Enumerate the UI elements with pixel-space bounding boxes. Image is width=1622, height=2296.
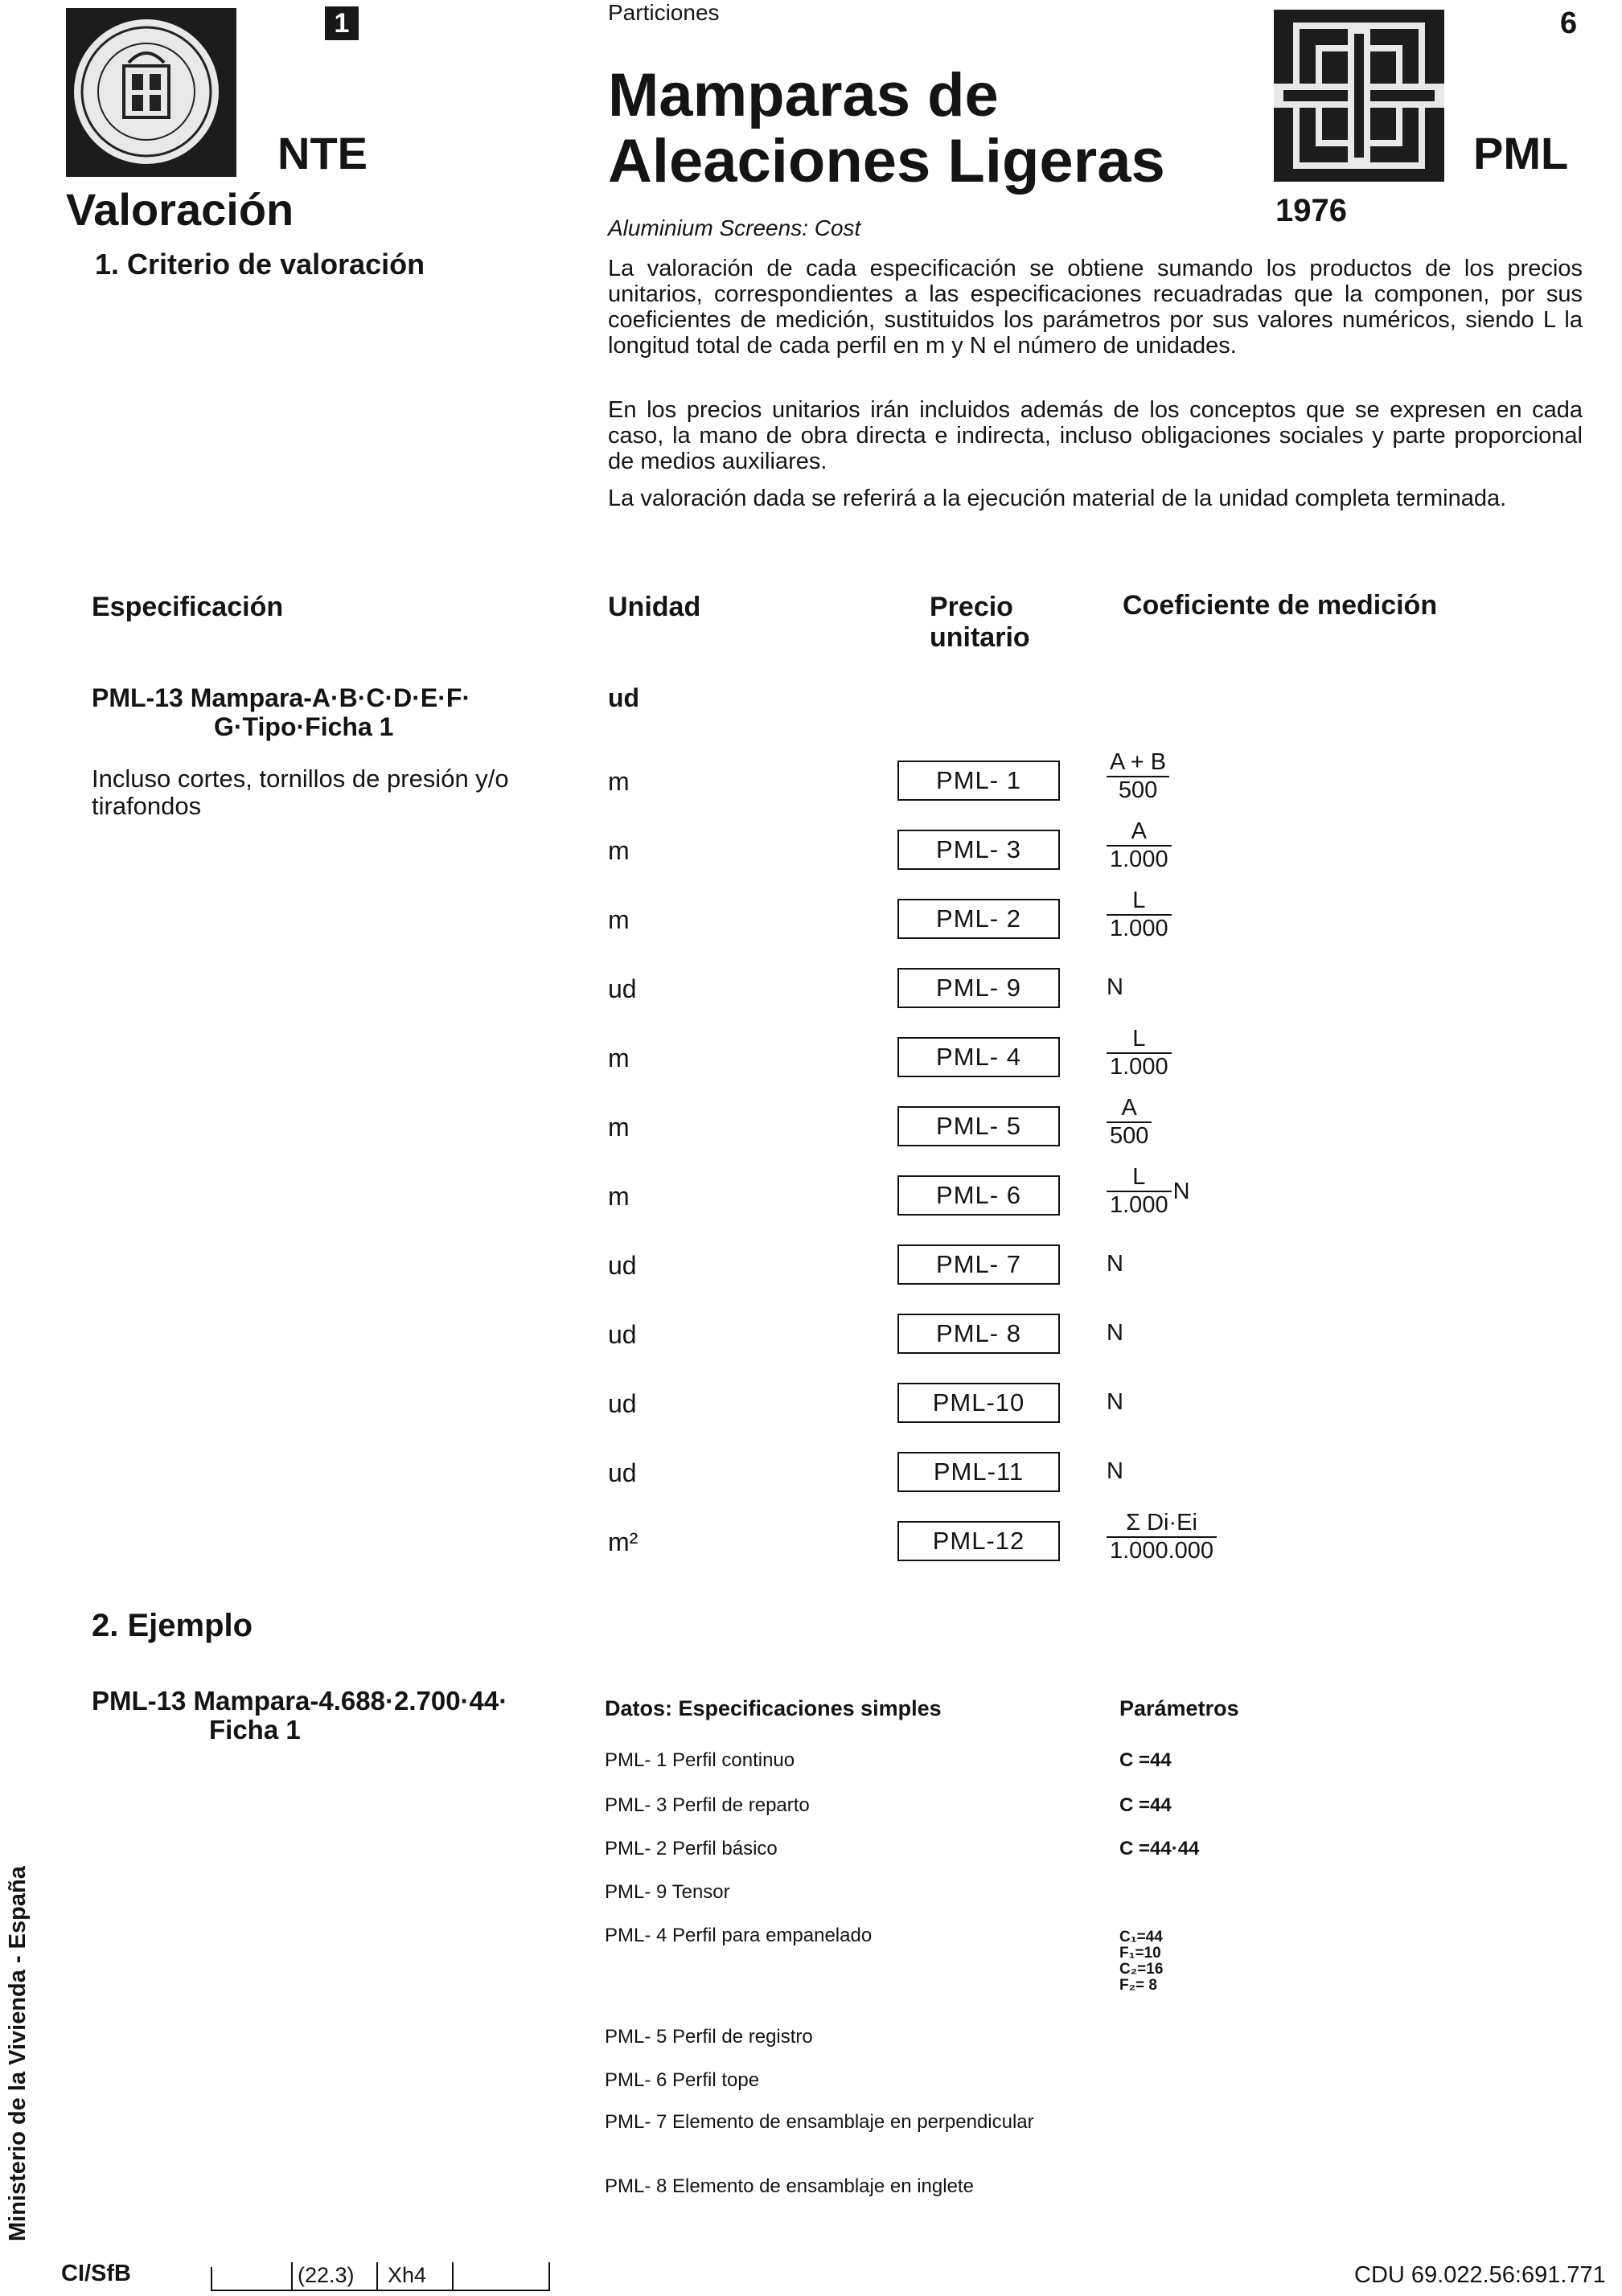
example-param-group xyxy=(1119,1929,1163,1994)
category-label: Particiones xyxy=(608,0,720,25)
criterion-heading: 1. Criterio de valoración xyxy=(95,248,425,281)
publication-year: 1976 xyxy=(1275,193,1347,228)
col-header-price-line1: Precio xyxy=(930,592,1013,622)
spec-note: Incluso cortes, tornillos de presión y/o tirafondos xyxy=(92,765,509,820)
row-code-box: PML- 2 xyxy=(897,899,1060,939)
row-coefficient xyxy=(1107,818,1172,873)
nte-label: NTE xyxy=(277,128,368,178)
example-param: F₂= 8 xyxy=(1119,1977,1157,1994)
table-row xyxy=(0,1304,1622,1368)
row-code-box: PML- 7 xyxy=(897,1244,1060,1285)
table-row xyxy=(0,1027,1622,1092)
cisfb-divider xyxy=(548,2262,550,2290)
document-title xyxy=(608,63,1219,195)
ministry-text: Ministerio de la Vivienda - España xyxy=(5,1866,31,2241)
col-header-price xyxy=(930,592,1030,653)
row-code-box: PML-11 xyxy=(897,1452,1060,1492)
example-param: C₁=44 xyxy=(1119,1929,1163,1945)
table-row xyxy=(0,1373,1622,1437)
row-code-box: PML-10 xyxy=(897,1383,1060,1423)
row-coefficient xyxy=(1107,1164,1190,1219)
cisfb-divider xyxy=(211,2267,212,2290)
table-row xyxy=(0,751,1622,815)
coef-denominator: 1.000 xyxy=(1107,914,1172,942)
col-header-spec: Especificación xyxy=(92,592,284,622)
row-unit: ud xyxy=(608,1251,637,1280)
example-param: C₂=16 xyxy=(1119,1961,1164,1978)
row-code-box: PML- 5 xyxy=(897,1106,1060,1146)
table-row xyxy=(0,1235,1622,1299)
row-code-box: PML- 6 xyxy=(897,1175,1060,1216)
example-item: PML- 3 Perfil de reparto xyxy=(605,1794,810,1816)
paragraph-1: La valoración de cada especificación se obtiene sumando los productos de los precios unitarios, correspondientes a las especificaciones recuadradas que la componen, por sus coeficientes de medición, sustituidos los parámetros por sus valores numéricos, siendo L la longitud total de cada perfil en m y N el número de unidades. xyxy=(608,256,1583,359)
coef-suffix: N xyxy=(1172,1178,1190,1204)
volume-number-badge: 1 xyxy=(325,6,359,40)
example-spec xyxy=(92,1687,507,1745)
ministry-vertical-label xyxy=(0,1761,48,2243)
example-param: C =44 xyxy=(1119,1794,1172,1816)
cisfb-label: CI/SfB xyxy=(61,2261,131,2286)
cisfb-code-2: Xh4 xyxy=(388,2263,427,2287)
example-data-header: Datos: Especificaciones simples xyxy=(605,1696,942,1720)
row-code-box: PML- 1 xyxy=(897,761,1060,801)
row-coefficient: N xyxy=(1107,1458,1123,1484)
english-subtitle: Aluminium Screens: Cost xyxy=(608,215,861,240)
row-code-box: PML-12 xyxy=(897,1521,1060,1561)
coef-denominator: 1.000.000 xyxy=(1107,1536,1217,1564)
example-item: PML- 6 Perfil tope xyxy=(605,2069,760,2091)
row-unit: m² xyxy=(608,1527,639,1556)
cisfb-classification-bar xyxy=(211,2262,550,2291)
coef-numerator: Σ Di·Ei xyxy=(1126,1510,1197,1535)
coef-denominator: 1.000 xyxy=(1107,1052,1172,1080)
row-coefficient: N xyxy=(1107,1320,1123,1346)
cdu-classification: CDU 69.022.56:691.771 xyxy=(1354,2262,1606,2288)
row-unit: ud xyxy=(608,1458,637,1487)
row-unit: m xyxy=(608,767,630,796)
row-coefficient xyxy=(1107,888,1172,942)
row-code-box: PML- 4 xyxy=(897,1037,1060,1077)
col-header-coef: Coeficiente de medición xyxy=(1123,590,1438,621)
example-param: F₁=10 xyxy=(1119,1945,1161,1962)
row-coefficient xyxy=(1107,1095,1152,1150)
pml-emblem-icon xyxy=(1274,10,1444,182)
row-coefficient xyxy=(1107,1026,1172,1080)
title-line-2: Aleaciones Ligeras xyxy=(608,127,1165,195)
col-header-unit: Unidad xyxy=(608,592,701,622)
example-spec-line1: PML-13 Mampara-4.688·2.700·44· xyxy=(92,1686,508,1716)
cisfb-divider xyxy=(291,2262,293,2290)
example-item: PML- 1 Perfil continuo xyxy=(605,1749,795,1771)
table-row xyxy=(0,1511,1622,1576)
coef-numerator: L xyxy=(1132,888,1146,913)
row-unit: m xyxy=(608,1182,630,1211)
coef-denominator: 500 xyxy=(1107,1121,1152,1150)
coef-numerator: A xyxy=(1121,1095,1137,1121)
title-line-1: Mamparas de xyxy=(608,61,999,129)
example-item: PML- 9 Tensor xyxy=(605,1881,730,1903)
cisfb-code-1: (22.3) xyxy=(298,2263,355,2287)
coef-denominator: 1.000 xyxy=(1107,845,1172,873)
row-coefficient: N xyxy=(1107,974,1123,1000)
row-coefficient: N xyxy=(1107,1389,1123,1415)
example-item: PML- 5 Perfil de registro xyxy=(605,2026,813,2048)
row-code-box: PML- 8 xyxy=(897,1314,1060,1354)
example-param: C =44·44 xyxy=(1119,1838,1200,1859)
row-coefficient xyxy=(1107,749,1169,804)
row-code-box: PML- 3 xyxy=(897,830,1060,870)
spec-title xyxy=(92,683,470,741)
row-coefficient: N xyxy=(1107,1251,1123,1277)
row-unit: ud xyxy=(608,974,637,1003)
example-spec-line2: Ficha 1 xyxy=(209,1715,301,1745)
row-unit: m xyxy=(608,905,630,934)
series-code: PML xyxy=(1473,128,1569,178)
cisfb-divider xyxy=(376,2262,378,2290)
row-unit: ud xyxy=(608,1389,637,1418)
spec-title-line2: G·Tipo·Ficha 1 xyxy=(214,712,394,741)
coef-numerator: L xyxy=(1132,1164,1146,1190)
section-title: Valoración xyxy=(66,184,294,235)
table-row xyxy=(0,958,1622,1023)
coef-numerator: A xyxy=(1131,818,1147,844)
cisfb-divider xyxy=(452,2262,454,2290)
example-params-header: Parámetros xyxy=(1119,1696,1239,1720)
row-unit: m xyxy=(608,1043,630,1072)
row-unit: m xyxy=(608,1113,630,1142)
row-coefficient xyxy=(1107,1510,1217,1564)
coef-denominator: 1.000 xyxy=(1107,1191,1172,1219)
row-unit: ud xyxy=(608,1320,637,1349)
nte-seal-logo xyxy=(66,8,236,177)
example-item: PML- 2 Perfil básico xyxy=(605,1838,778,1859)
spec-unit: ud xyxy=(608,683,640,712)
example-item: PML- 4 Perfil para empanelado xyxy=(605,1925,873,1946)
sheet-number: 6 xyxy=(1560,6,1578,40)
coef-denominator: 500 xyxy=(1107,776,1169,804)
table-row xyxy=(0,889,1622,953)
row-code-box: PML- 9 xyxy=(897,968,1060,1008)
example-param: C =44 xyxy=(1119,1749,1172,1771)
example-title: 2. Ejemplo xyxy=(92,1608,253,1643)
table-row xyxy=(0,820,1622,884)
spec-title-line1: PML-13 Mampara-A·B·C·D·E·F· xyxy=(92,683,471,712)
paragraph-3: La valoración dada se referirá a la ejecución material de la unidad completa terminada. xyxy=(608,486,1507,511)
table-row xyxy=(0,1166,1622,1230)
coef-numerator: A + B xyxy=(1110,749,1167,775)
col-header-price-line2: unitario xyxy=(930,622,1030,653)
example-item: PML- 8 Elemento de ensamblaje en inglete xyxy=(605,2175,974,2197)
table-row xyxy=(0,1442,1622,1507)
coef-numerator: L xyxy=(1132,1026,1146,1052)
table-row xyxy=(0,1097,1622,1161)
example-item: PML- 7 Elemento de ensamblaje en perpendicular xyxy=(605,2111,1034,2133)
paragraph-2: En los precios unitarios irán incluidos además de los conceptos que se expresen en cada caso, la mano de obra directa e indirecta, incluso obligaciones sociales y parte proporcional de medios auxiliares. xyxy=(608,397,1583,474)
row-unit: m xyxy=(608,836,630,865)
